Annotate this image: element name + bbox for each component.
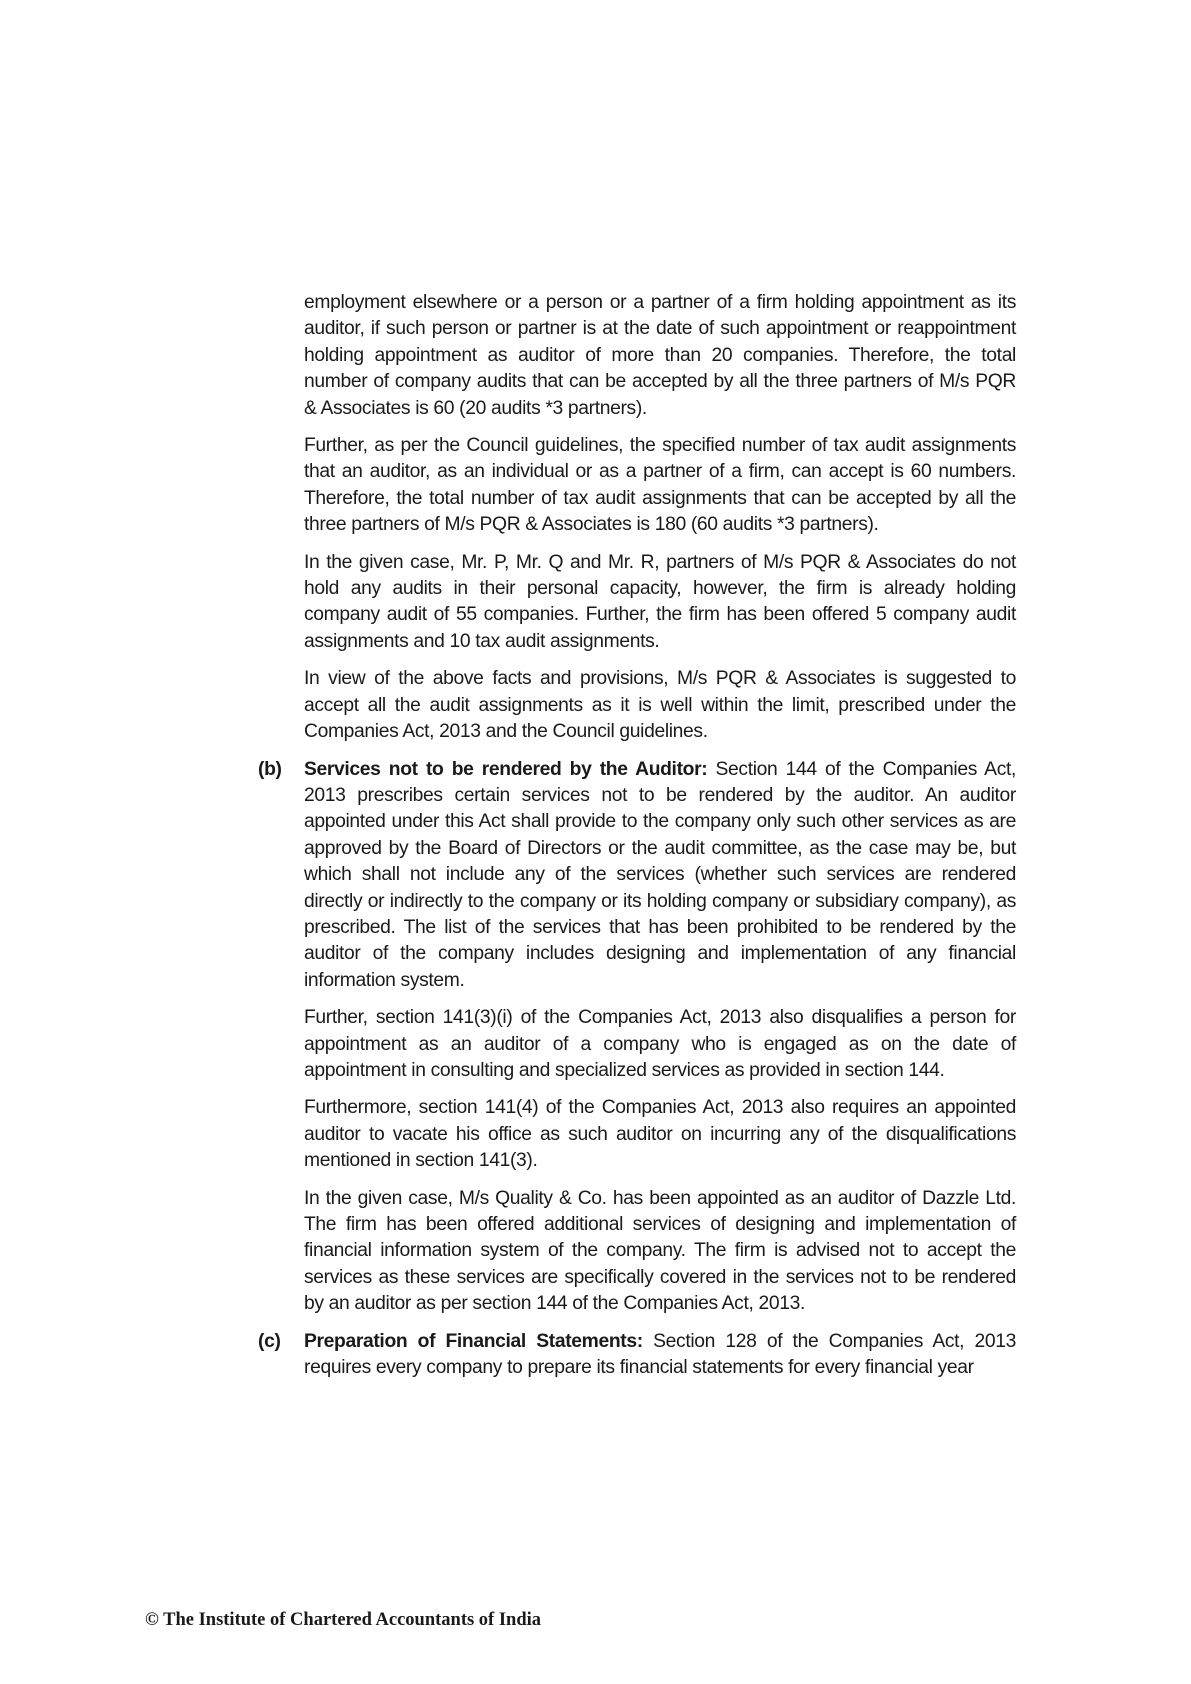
item-b-heading: Services not to be rendered by the Auditor: — [304, 758, 708, 780]
item-b-label: (b) — [258, 758, 282, 780]
paragraph-a-1: employment elsewhere or a person or a partner of a firm holding appointment as its auditor, if such person or partner is at the date of such appointment or reappointment holding appointment as auditor of more than 20 companies. Therefore, the total number of company audits that can be accepted by all the three partners of M/s PQR & Associates is 60 (20 audits *3 partners). — [304, 292, 1016, 419]
item-b-paragraph-2: Further, section 141(3)(i) of the Companies Act, 2013 also disqualifies a person for appointment as an auditor of a company who is engaged as on the date of appointment in consulting and specialized services as provided in section 144. — [304, 1007, 1016, 1081]
item-b-first-text: Section 144 of the Companies Act, 2013 prescribes certain services not to be rendered by the auditor. An auditor appointed under this Act shall provide to the company only such other services as are approved by the Board of Directors or the audit committee, as the case may be, but which shall not include any of the services (whether such services are rendered directly or indirectly to the company or its holding company or subsidiary company), as prescribed. The list of the services that has been prohibited to be rendered by the auditor of the company includes designing and implementation of any financial information system. — [304, 758, 1016, 991]
item-c — [258, 1329, 1016, 1382]
paragraph-a-3: In the given case, Mr. P, Mr. Q and Mr. R, partners of M/s PQR & Associates do not hold any audits in their personal capacity, however, the firm is already holding company audit of 55 companies. Further, the firm has been offered 5 company audit assignments and 10 tax audit assignments. — [304, 551, 1016, 652]
document-body — [258, 290, 1016, 1392]
item-c-first-paragraph — [304, 1329, 1016, 1382]
item-c-heading: Preparation of Financial Statements: — [304, 1330, 643, 1352]
item-b-paragraph-4: In the given case, M/s Quality & Co. has been appointed as an auditor of Dazzle Ltd. The firm has been offered additional services of designing and implementation of financial information system of the company. The firm is advised not to accept the services as these services are specifically covered in the services not to be rendered by an auditor as per section 144 of the Companies Act, 2013. — [304, 1187, 1016, 1315]
item-c-first-text: Section 128 of the Companies Act, 2013 requires every company to prepare its financial statements for every financial year — [304, 1330, 1016, 1379]
paragraph-a-4: In view of the above facts and provisions, M/s PQR & Associates is suggested to accept all the audit assignments as it is well within the limit, prescribed under the Companies Act, 2013 and the Council guidelines. — [304, 668, 1016, 743]
item-b-paragraph-3: Furthermore, section 141(4) of the Companies Act, 2013 also requires an appointed auditor to vacate his office as such auditor on incurring any of the disqualifications mentioned in section 141(3). — [304, 1097, 1016, 1172]
item-c-label: (c) — [258, 1330, 281, 1352]
item-b-first-paragraph — [304, 757, 1016, 995]
footer-copyright: © The Institute of Chartered Accountants of India — [145, 1610, 542, 1630]
paragraph-a-2: Further, as per the Council guidelines, the specified number of tax audit assignments that an auditor, as an individual or as a partner of a firm, can accept is 60 numbers. Therefore, the total number of tax audit assignments that can be accepted by all the three partners of M/s PQR & Associates is 180 (60 audits *3 partners). — [304, 435, 1016, 536]
item-b — [258, 757, 1016, 1318]
